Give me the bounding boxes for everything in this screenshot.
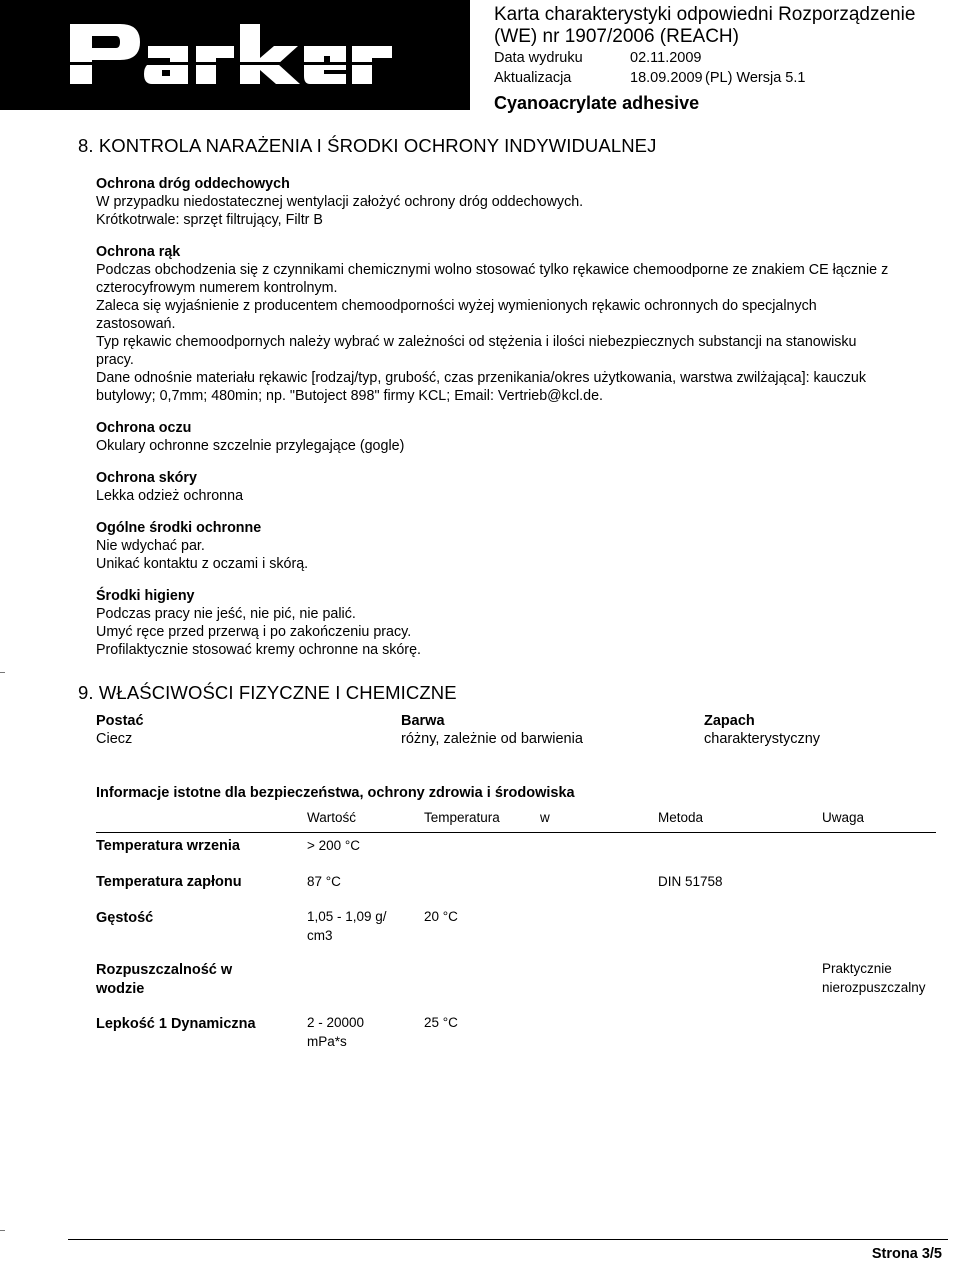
page-edge-mark xyxy=(0,672,5,673)
version-value: (PL) Wersja 5.1 xyxy=(705,70,806,86)
hands-text-1: Podczas obchodzenia się z czynnikami chemicznymi wolno stosować tylko rękawice chemoodporne ze znakiem CE łącznie z czterocyfrowym numerem kontrolnym. xyxy=(96,262,889,296)
section-8-body xyxy=(96,175,896,673)
column-header-note: Uwaga xyxy=(822,810,865,825)
respiratory-protection-block xyxy=(96,175,896,229)
table-header-rule xyxy=(96,832,936,833)
update-label: Aktualizacja xyxy=(494,70,572,86)
hand-protection-block xyxy=(96,243,896,405)
skin-protection-block xyxy=(96,469,896,505)
viscosity-temperature: 25 °C xyxy=(424,1015,458,1030)
viscosity-value: 2 - 20000 mPa*s xyxy=(307,1015,365,1049)
skin-heading: Ochrona skóry xyxy=(96,470,197,486)
row-label-viscosity: Lepkość 1 Dynamiczna xyxy=(96,1016,256,1032)
footer-rule xyxy=(68,1239,948,1240)
odor-value: charakterystyczny xyxy=(704,731,821,747)
respiratory-text-1: W przypadku niedostatecznej wentylacji założyć ochrony dróg oddechowych. xyxy=(96,194,584,210)
document-header xyxy=(494,4,954,114)
form-value: Ciecz xyxy=(96,731,133,747)
print-date-row xyxy=(494,48,954,68)
general-text-1: Nie wdychać par. xyxy=(96,538,205,554)
section-9-title: 9. WŁAŚCIWOŚCI FIZYCZNE I CHEMICZNE xyxy=(78,682,457,703)
color-value: różny, zależnie od barwienia xyxy=(401,731,583,747)
print-date-value: 02.11.2009 xyxy=(630,50,702,66)
update-row xyxy=(494,68,954,88)
hygiene-heading: Środki higieny xyxy=(96,588,195,604)
color-label: Barwa xyxy=(401,713,445,729)
section-8-title: 8. KONTROLA NARAŻENIA I ŚRODKI OCHRONY INDYWIDUALNEJ xyxy=(78,135,657,156)
flash-point-value: 87 °C xyxy=(307,874,341,889)
odor-label: Zapach xyxy=(704,713,755,729)
column-header-w: w xyxy=(540,810,550,825)
general-heading: Ogólne środki ochronne xyxy=(96,520,262,536)
column-header-value: Wartość xyxy=(307,810,357,825)
skin-text: Lekka odzież ochronna xyxy=(96,488,244,504)
row-label-water-solubility: Rozpuszczalność w wodzie xyxy=(96,962,233,997)
boiling-point-value: > 200 °C xyxy=(307,838,361,853)
page-number: Strona 3/5 xyxy=(871,1246,942,1262)
print-date-label: Data wydruku xyxy=(494,50,583,66)
safety-info-title: Informacje istotne dla bezpieczeństwa, ochrony zdrowia i środowiska xyxy=(96,785,575,801)
doc-title-line1: Karta charakterystyki odpowiedni Rozporządzenie xyxy=(494,4,916,25)
eyes-heading: Ochrona oczu xyxy=(96,420,192,436)
odor-property xyxy=(704,712,820,748)
row-label-boiling-point: Temperatura wrzenia xyxy=(96,838,240,854)
row-label-density: Gęstość xyxy=(96,910,154,926)
color-property xyxy=(401,712,583,748)
respiratory-text-2: Krótkotrwale: sprzęt filtrujący, Filtr B xyxy=(96,212,323,228)
hands-text-4: Dane odnośnie materiału rękawic [rodzaj/typ, grubość, czas przenikania/okres użytkowania, warstwa zwilżająca]: kauczuk butylowy; 0,7mm; 480min; np. "Butoject 898" firmy KCL; Email: Vertrieb@kcl.de. xyxy=(96,370,867,404)
page-edge-mark xyxy=(0,1230,5,1231)
column-header-method: Metoda xyxy=(658,810,704,825)
product-name: Cyanoacrylate adhesive xyxy=(494,93,700,113)
row-label-flash-point: Temperatura zapłonu xyxy=(96,874,242,890)
parker-logo-icon xyxy=(70,18,400,90)
flash-point-method: DIN 51758 xyxy=(658,874,723,889)
form-label: Postać xyxy=(96,713,144,729)
hygiene-block xyxy=(96,587,896,659)
eyes-text: Okulary ochronne szczelnie przylegające (gogle) xyxy=(96,438,405,454)
hygiene-text-1: Podczas pracy nie jeść, nie pić, nie palić. xyxy=(96,606,356,622)
eye-protection-block xyxy=(96,419,896,455)
doc-title-line2: (WE) nr 1907/2006 (REACH) xyxy=(494,26,739,47)
density-value: 1,05 - 1,09 g/ cm3 xyxy=(307,909,387,943)
hands-heading: Ochrona rąk xyxy=(96,244,181,260)
hygiene-text-2: Umyć ręce przed przerwą i po zakończeniu pracy. xyxy=(96,624,412,640)
header-logo-band xyxy=(0,0,470,110)
column-header-temperature: Temperatura xyxy=(424,810,500,825)
density-temperature: 20 °C xyxy=(424,909,458,924)
hygiene-text-3: Profilaktycznie stosować kremy ochronne na skórę. xyxy=(96,642,421,658)
hands-text-2: Zaleca się wyjaśnienie z producentem chemoodporności wyżej wymienionych rękawic ochronnych do specjalnych zastosowań. xyxy=(96,298,817,332)
update-date-value: 18.09.2009 xyxy=(630,70,703,86)
general-measures-block xyxy=(96,519,896,573)
general-text-2: Unikać kontaktu z oczami i skórą. xyxy=(96,556,309,572)
form-property xyxy=(96,712,144,748)
water-solubility-note: Praktycznie nierozpuszczalny xyxy=(822,961,926,995)
respiratory-heading: Ochrona dróg oddechowych xyxy=(96,176,290,192)
hands-text-3: Typ rękawic chemoodpornych należy wybrać w zależności od stężenia i ilości niebezpiecznych substancji na stanowisku pracy. xyxy=(96,334,857,368)
